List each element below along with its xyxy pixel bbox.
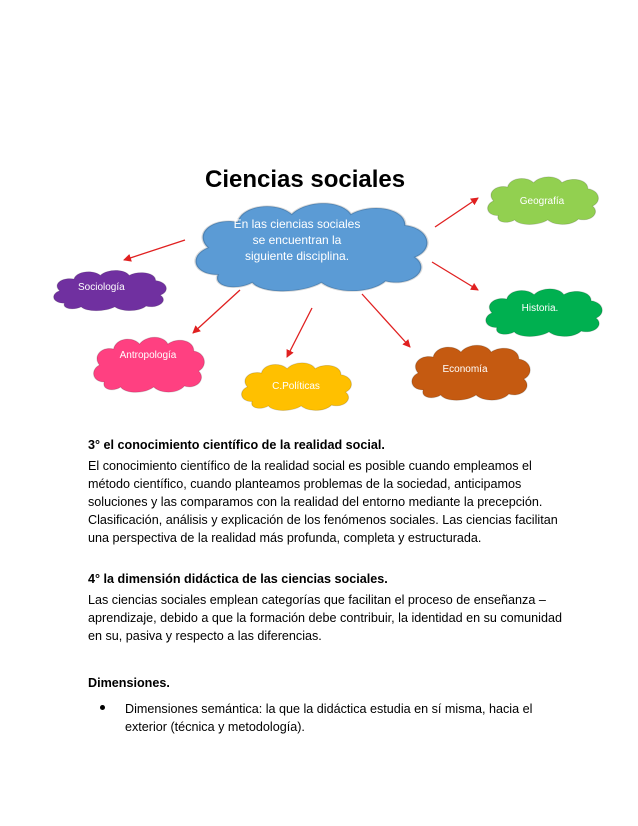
center-line-2: se encuentran la	[252, 233, 342, 247]
arrow-to-economia	[362, 294, 410, 347]
section-4	[88, 570, 566, 645]
arrow-to-cpoliticas	[287, 308, 312, 357]
node-economia-label: Economía	[442, 364, 488, 375]
node-cpoliticas-label: C.Políticas	[272, 381, 320, 392]
section-3	[88, 436, 566, 547]
center-line-3: siguiente disciplina.	[244, 249, 350, 263]
node-antropologia	[94, 337, 205, 392]
arrow-to-sociologia	[124, 240, 185, 260]
node-geografia	[488, 177, 599, 225]
diagram-title: Ciencias sociales	[205, 166, 406, 193]
node-cpoliticas	[242, 363, 352, 411]
node-geografia-label: Geografía	[519, 196, 565, 207]
dimensions-item-text: Dimensiones semántica: la que la didáctica estudia en sí misma, hacia el exterior (técnica y metodología).	[125, 702, 533, 734]
section-4-heading: 4° la dimensión didáctica de las ciencias sociales.	[88, 572, 388, 586]
dimensions-list-item	[100, 700, 540, 736]
dimensions-heading: Dimensiones.	[88, 676, 170, 690]
arrow-to-geografia	[435, 198, 478, 227]
arrow-to-antropologia	[193, 290, 240, 333]
center-line-1: En las ciencias sociales	[233, 217, 361, 231]
section-4-body: Las ciencias sociales emplean categorías que facilitan el proceso de enseñanza – aprendizaje, debido a que la formación debe contribuir, la identidad en su comunidad en su, pasiva y respecto a las diferencias.	[88, 593, 562, 643]
section-3-heading: 3° el conocimiento científico de la realidad social.	[88, 438, 385, 452]
node-sociologia-label: Sociología	[78, 282, 125, 293]
dimensions-section	[88, 674, 566, 695]
arrow-to-historia	[432, 262, 478, 290]
node-economia	[412, 345, 530, 400]
section-3-body: El conocimiento científico de la realidad social es posible cuando empleamos el método científico, cuando planteamos problemas de la sociedad, anticipamos soluciones y las comparamos con la realidad del entorno mediante la precepción. Clasificación, análisis y explicación de los fenómenos sociales. Las ciencias facilitan una perspectiva de la realidad más profunda, completa y estructurada.	[88, 459, 558, 545]
node-historia-label: Historia.	[521, 303, 559, 314]
node-antropologia-label: Antropología	[119, 350, 177, 361]
node-sociologia	[54, 270, 167, 310]
center-cloud	[196, 203, 428, 291]
node-historia	[486, 289, 602, 337]
bullet-icon	[100, 705, 105, 710]
